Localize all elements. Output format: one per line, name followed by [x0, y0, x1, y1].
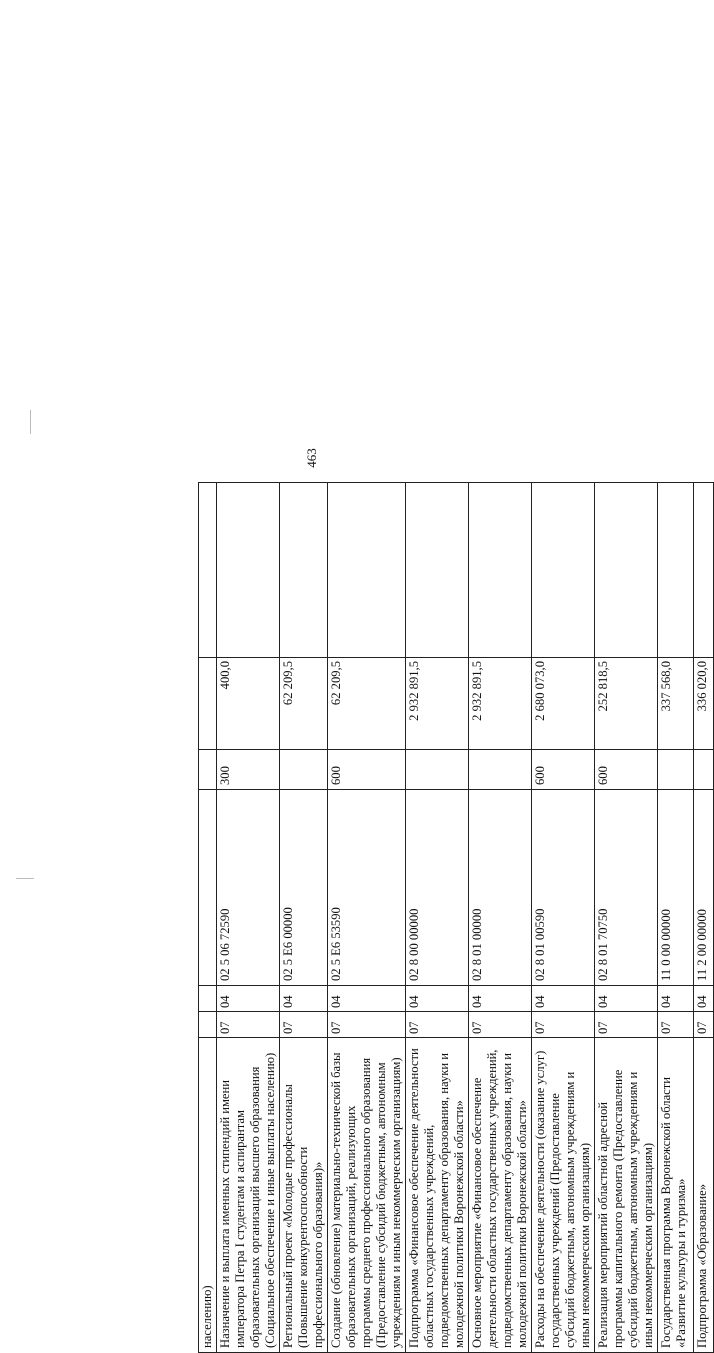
expense-type-code-cell [694, 750, 714, 790]
subsection-code-cell: 04 [532, 986, 595, 1012]
table-row [469, 483, 532, 1353]
rotated-budget-table-container [198, 483, 709, 1353]
section-code-cell: 07 [595, 1012, 658, 1038]
target-article-code-cell: 11 0 00 00000 [658, 790, 694, 986]
empty-cell [328, 483, 406, 658]
amount-cell: 2 932 891,5 [469, 658, 532, 750]
empty-cell [469, 483, 532, 658]
table-row [199, 483, 217, 1353]
row-name-cell: Реализация мероприятий областной адресной программы капитального ремонта (Предоставление субсидий бюджетным, автономным учреждениям и иным некоммерческим организациям) [595, 1038, 658, 1353]
section-code-cell: 07 [217, 1012, 280, 1038]
row-name-cell: Подпрограмма «Образование» [694, 1038, 714, 1353]
amount-cell: 2 932 891,5 [406, 658, 469, 750]
empty-cell [217, 483, 280, 658]
amount-cell: 2 680 073,0 [532, 658, 595, 750]
expense-type-code-cell [199, 750, 217, 790]
expense-type-code-cell: 300 [217, 750, 280, 790]
subsection-code-cell: 04 [406, 986, 469, 1012]
empty-cell [280, 483, 328, 658]
expense-type-code-cell: 600 [328, 750, 406, 790]
amount-cell: 400,0 [217, 658, 280, 750]
subsection-code-cell: 04 [694, 986, 714, 1012]
target-article-code-cell: 02 8 01 00000 [469, 790, 532, 986]
row-name-cell: Основное мероприятие «Финансовое обеспечение деятельности областных государственных учреждений, подведомственных департаменту образования, науки и молодежной политики Воронежской области» [469, 1038, 532, 1353]
expense-type-code-cell [658, 750, 694, 790]
empty-cell [199, 483, 217, 658]
scan-artifact-mark [16, 878, 34, 879]
section-code-cell: 07 [469, 1012, 532, 1038]
target-article-code-cell: 02 5 06 72590 [217, 790, 280, 986]
row-name-cell: Региональный проект «Молодые профессионалы (Повышение конкурентоспособности профессионального образования)» [280, 1038, 328, 1353]
table-row [694, 483, 714, 1353]
target-article-code-cell: 02 8 00 00000 [406, 790, 469, 986]
target-article-code-cell: 02 5 Е6 53590 [328, 790, 406, 986]
table-row [280, 483, 328, 1353]
amount-cell: 336 020,0 [694, 658, 714, 750]
subsection-code-cell: 04 [280, 986, 328, 1012]
row-name-cell: Создание (обновление) материально-технической базы образовательных организаций, реализующих программы среднего профессионального образования (Предоставление субсидий бюджетным, автономным учреждениям и иным некоммерческим организациям) [328, 1038, 406, 1353]
table-row [328, 483, 406, 1353]
subsection-code-cell: 04 [328, 986, 406, 1012]
subsection-code-cell: 04 [658, 986, 694, 1012]
budget-table [198, 482, 714, 1353]
section-code-cell: 07 [280, 1012, 328, 1038]
amount-cell [199, 658, 217, 750]
expense-type-code-cell [406, 750, 469, 790]
row-name-cell: Государственная программа Воронежской области «Развитие культуры и туризма» [658, 1038, 694, 1353]
table-row [595, 483, 658, 1353]
amount-cell: 62 209,5 [328, 658, 406, 750]
target-article-code-cell: 11 2 00 00000 [694, 790, 714, 986]
section-code-cell [199, 1012, 217, 1038]
empty-cell [406, 483, 469, 658]
row-name-cell: Назначение и выплата именных стипендий имени императора Петра I студентам и аспирантам образовательных организаций высшего образования (Социальное обеспечение и иные выплаты населению) [217, 1038, 280, 1353]
target-article-code-cell [199, 790, 217, 986]
section-code-cell: 07 [406, 1012, 469, 1038]
row-name-cell: населению) [199, 1038, 217, 1353]
section-code-cell: 07 [658, 1012, 694, 1038]
empty-cell [694, 483, 714, 658]
empty-cell [532, 483, 595, 658]
empty-cell [658, 483, 694, 658]
target-article-code-cell: 02 5 Е6 00000 [280, 790, 328, 986]
subsection-code-cell: 04 [217, 986, 280, 1012]
empty-cell [595, 483, 658, 658]
row-name-cell: Подпрограмма «Финансовое обеспечение деятельности областных государственных учреждений, подведомственных департаменту образования, науки и молодежной политики Воронежской области» [406, 1038, 469, 1353]
expense-type-code-cell [280, 750, 328, 790]
subsection-code-cell: 04 [595, 986, 658, 1012]
expense-type-code-cell: 600 [532, 750, 595, 790]
table-row [532, 483, 595, 1353]
table-row [658, 483, 694, 1353]
expense-type-code-cell: 600 [595, 750, 658, 790]
row-name-cell: Расходы на обеспечение деятельности (оказание услуг) государственных учреждений (Предоставление субсидий бюджетным, автономным учреждениям и иным некоммерческим организациям) [532, 1038, 595, 1353]
target-article-code-cell: 02 8 01 00590 [532, 790, 595, 986]
amount-cell: 252 818,5 [595, 658, 658, 750]
table-row [217, 483, 280, 1353]
amount-cell: 337 568,0 [658, 658, 694, 750]
table-row [406, 483, 469, 1353]
section-code-cell: 07 [694, 1012, 714, 1038]
scan-artifact-mark [30, 410, 31, 434]
section-code-cell: 07 [532, 1012, 595, 1038]
target-article-code-cell: 02 8 01 70750 [595, 790, 658, 986]
amount-cell: 62 209,5 [280, 658, 328, 750]
expense-type-code-cell [469, 750, 532, 790]
section-code-cell: 07 [328, 1012, 406, 1038]
page-number: 463 [304, 448, 319, 468]
subsection-code-cell: 04 [469, 986, 532, 1012]
subsection-code-cell [199, 986, 217, 1012]
